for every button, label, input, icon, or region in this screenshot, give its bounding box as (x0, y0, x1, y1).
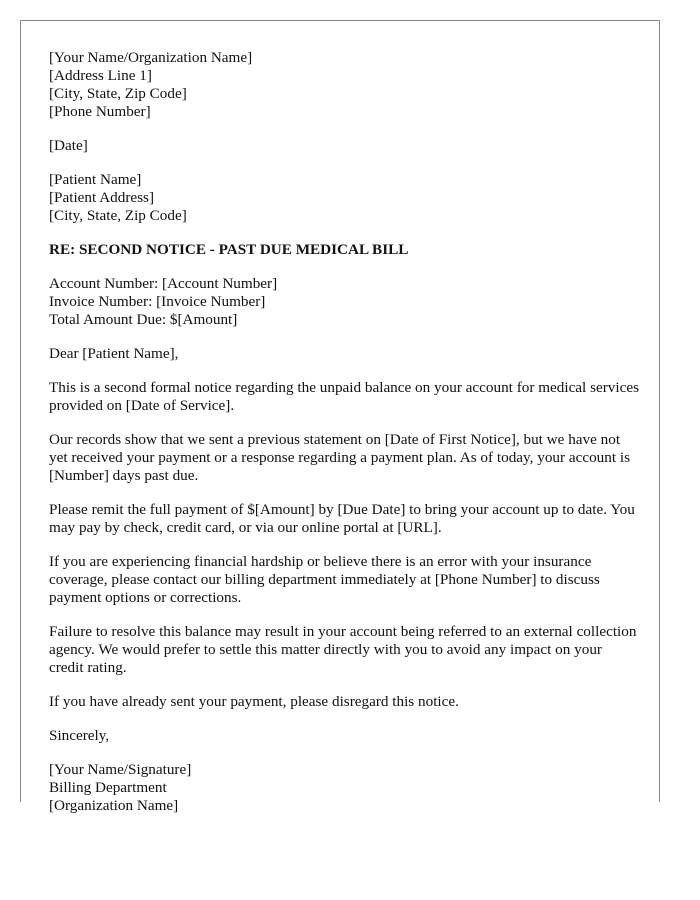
recipient-city: [City, State, Zip Code] (49, 207, 187, 224)
sender-name: [Your Name/Organization Name] (49, 49, 253, 66)
recipient-address: [Patient Address] (49, 189, 155, 206)
account-details (49, 275, 639, 329)
signature-department: Billing Department (49, 779, 167, 796)
subject-block (49, 241, 639, 259)
letter-date: [Date] (49, 137, 88, 154)
account-number: Account Number: [Account Number] (49, 275, 278, 292)
date-block (49, 137, 639, 155)
paragraph-collection: Failure to resolve this balance may result in your account being referred to an external collection agency. We would prefer to settle this matter directly with you to avoid any impact on your credit rating. (49, 623, 637, 676)
signature-block (49, 761, 639, 815)
sender-phone: [Phone Number] (49, 103, 151, 120)
sender-address: [Address Line 1] (49, 67, 152, 84)
paragraph-payment: Please remit the full payment of $[Amount] by [Due Date] to bring your account up to date. You may pay by check, credit card, or via our online portal at [URL]. (49, 501, 635, 536)
total-amount-due: Total Amount Due: $[Amount] (49, 311, 238, 328)
recipient-block (49, 171, 639, 225)
recipient-name: [Patient Name] (49, 171, 142, 188)
letter-content (49, 49, 639, 831)
closing: Sincerely, (49, 727, 110, 744)
salutation: Dear [Patient Name], (49, 345, 179, 362)
invoice-number: Invoice Number: [Invoice Number] (49, 293, 266, 310)
sender-block (49, 49, 639, 121)
paragraph-records: Our records show that we sent a previous statement on [Date of First Notice], but we have not yet received your payment or a response regarding a payment plan. As of today, your account is [Number] days past due. (49, 431, 631, 484)
paragraph-intro: This is a second formal notice regarding the unpaid balance on your account for medical services provided on [Date of Service]. (49, 379, 639, 414)
subject-line: RE: SECOND NOTICE - PAST DUE MEDICAL BILL (49, 241, 409, 258)
paragraph-hardship: If you are experiencing financial hardship or believe there is an error with your insurance coverage, please contact our billing department immediately at [Phone Number] to discuss payment options or corrections. (49, 553, 600, 606)
paragraph-disregard: If you have already sent your payment, please disregard this notice. (49, 693, 459, 710)
letter-page (20, 20, 660, 814)
sender-city: [City, State, Zip Code] (49, 85, 187, 102)
signature-name: [Your Name/Signature] (49, 761, 192, 778)
signature-organization: [Organization Name] (49, 797, 179, 814)
